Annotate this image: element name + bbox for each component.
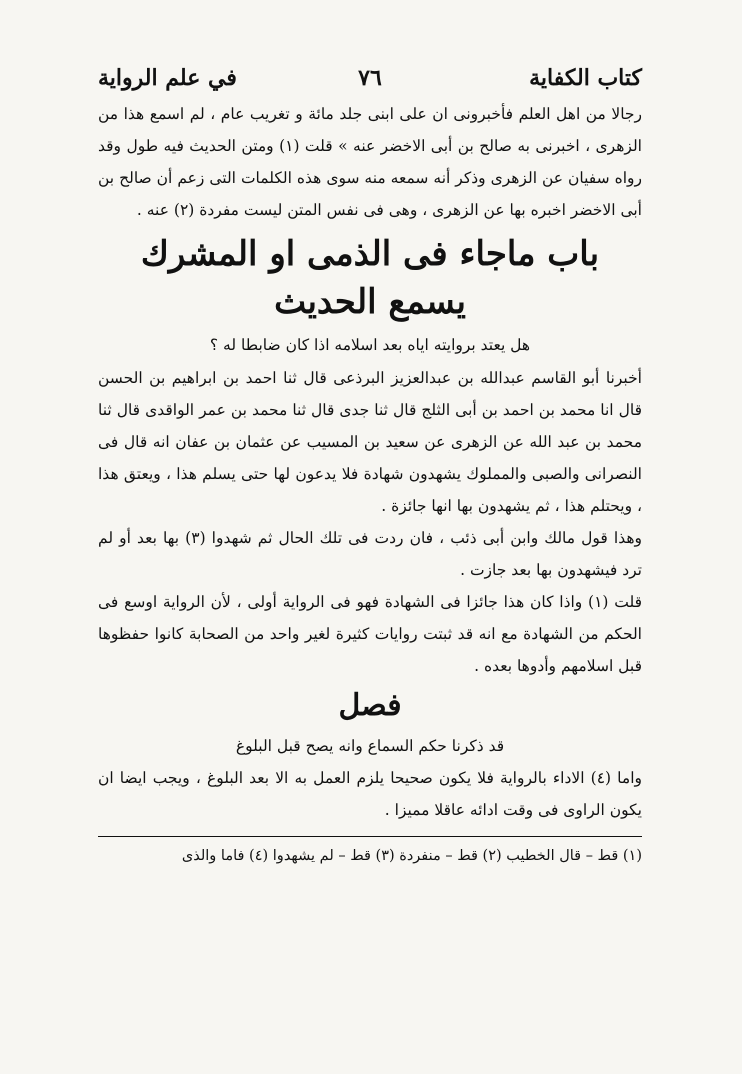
paragraph-top-1: رجالا من اهل العلم فأخبرونى ان على ابنى جلد مائة و تغريب عام ، لم اسمع هذا من الزهرى ، اخبرنى به صالح بن أبى الاخضر عنه » قلت (١) ومتن الحديث فيه طول وقد رواه سفيان عن الزهرى وذكر أنه سمعه منه سوى هذه الكلمات التى زعم أن صالح بن أبى الاخضر اخبره بها عن الزهرى ، وهى فى نفس المتن ليست مفردة (٢) عنه . bbox=[98, 105, 642, 219]
paragraph-middle-2: وهذا قول مالك وابن أبى ذئب ، فان ردت فى تلك الحال ثم شهدوا (٣) بها بعد أو لم ترد فيشهدون بها بعد جازت . bbox=[98, 529, 642, 579]
section-running-title: في علم الرواية bbox=[98, 65, 237, 91]
chapter-title-line-2: يسمع الحديث bbox=[274, 282, 466, 322]
section-intro: قد ذكرنا حكم السماع وانه يصح قبل البلوغ bbox=[235, 737, 505, 755]
paragraph-bottom-1: واما (٤) الاداء بالرواية فلا يكون صحيحا يلزم العمل به الا بعد البلوغ ، ويجب ايضا ان يكون الراوى فى وقت ادائه عاقلا مميزا . bbox=[98, 769, 642, 819]
footnotes: (١) قط – قال الخطيب (٢) قط – منفردة (٣) قط – لم يشهدوا (٤) فاما والذى bbox=[181, 848, 642, 864]
section-title: فصل bbox=[338, 688, 402, 723]
paragraph-middle-3: قلت (١) واذا كان هذا جائزا فى الشهادة فهو فى الرواية أولى ، لأن الرواية اوسع فى الحكم من الشهادة مع انه قد ثبتت روايات كثيرة لغير واحد من الصحابة كانوا حفظوها قبل اسلامهم وأدوها بعده . bbox=[98, 593, 642, 675]
paragraph-middle-1: أخبرنا أبو القاسم عبدالله بن عبدالعزيز البرذعى قال ثنا احمد بن ابراهيم بن الحسن قال انا محمد بن احمد بن أبى الثلج قال ثنا جدى قال ثنا محمد بن عمر الواقدى قال ثنا محمد بن عبد الله عن الزهرى عن سعيد بن المسيب عن عثمان بن عفان انه قال فى النصرانى والصبى والمملوك يشهدون شهادة فلا يدعون لها حتى يسلم هذا ، ويعتق هذا ، ويحتلم هذا ، ثم يشهدون بها انها جائزة . bbox=[98, 369, 642, 515]
footnote-divider bbox=[98, 836, 642, 837]
page-number: ٧٦ bbox=[358, 65, 382, 91]
book-page bbox=[98, 58, 642, 1038]
page-header bbox=[98, 58, 642, 98]
chapter-question: هل يعتد بروايته اياه بعد اسلامه اذا كان ضابطا له ؟ bbox=[209, 336, 531, 354]
chapter-title-line-1: باب ماجاء فى الذمى او المشرك bbox=[140, 234, 600, 274]
book-title: كتاب الكفاية bbox=[529, 65, 642, 91]
